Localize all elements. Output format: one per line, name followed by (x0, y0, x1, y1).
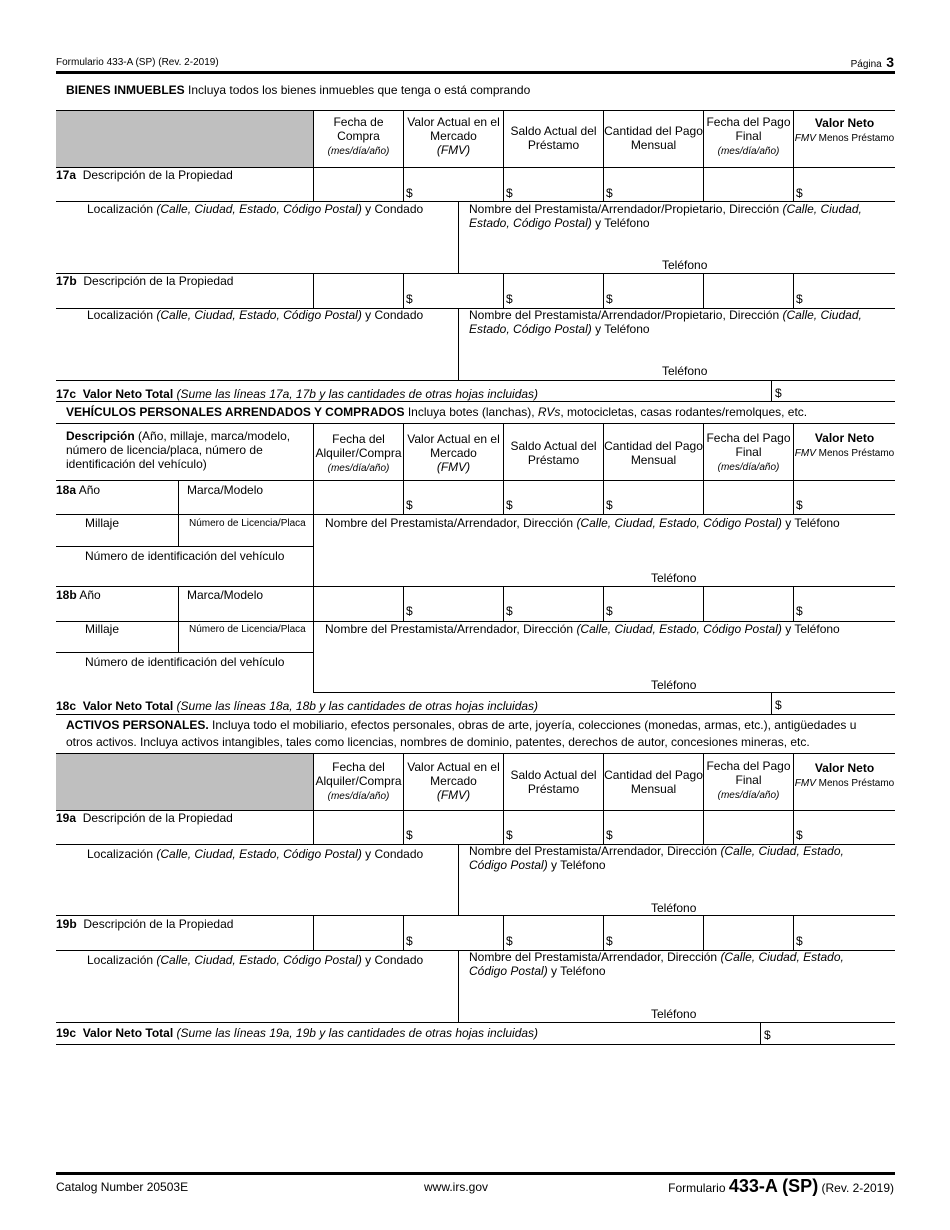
line-19a-label: 19a Descripción de la Propiedad (56, 811, 233, 825)
lender-label: Nombre del Prestamista/Arrendador, Dirección (Calle, Ciudad, Estado, Código Postal) y Teléfono (469, 950, 844, 978)
19c-total-input[interactable] (775, 1025, 894, 1042)
col-loan-balance: Saldo Actual del Préstamo (510, 439, 597, 467)
dollar-sign: $ (606, 186, 613, 200)
col-monthly-payment: Cantidad del Pago Mensual (604, 768, 703, 796)
catalog-number: Catalog Number 20503E (56, 1180, 189, 1194)
phone-label: Teléfono (651, 901, 697, 915)
dollar-sign: $ (796, 498, 803, 512)
dollar-sign: $ (796, 186, 803, 200)
col-fmv: Valor Actual en el Mercado (FMV) (407, 115, 500, 157)
dollar-sign: $ (406, 828, 413, 842)
personal-assets-description: otros activos. Incluya activos intangibles, tales como licencias, nombres de dominio, patentes, derechos de autor, concesiones mineras, etc. (66, 735, 810, 749)
col-monthly-payment: Cantidad del Pago Mensual (604, 439, 703, 467)
col-final-payment: Fecha del Pago Final (mes/día/año) (706, 115, 791, 157)
header-rule (56, 71, 895, 74)
col-equity: Valor Neto FMV Menos Préstamo (794, 116, 895, 144)
col-lease-date: Fecha del Alquiler/Compra (mes/día/año) (315, 760, 402, 802)
dollar-sign: $ (506, 498, 513, 512)
shaded-header-cell (56, 111, 313, 167)
license-label: Número de Licencia/Placa (189, 518, 306, 529)
line-17c-label: 17c Valor Neto Total (Sume las líneas 17a, 17b y las cantidades de otras hojas incluidas) (56, 387, 539, 401)
page-number: Página 3 (850, 54, 894, 70)
section-title-real-estate: BIENES INMUEBLES Incluya todos los bienes inmuebles que tenga o está comprando (66, 83, 531, 97)
section-title-personal-assets: ACTIVOS PERSONALES. Incluya todo el mobiliario, efectos personales, obras de arte, joyería, colecciones (monedas, armas, etc.), antigüedades u (66, 718, 857, 732)
17a-description-input[interactable] (58, 183, 311, 201)
dollar-sign: $ (796, 934, 803, 948)
dollar-sign: $ (764, 1028, 771, 1042)
dollar-sign: $ (606, 828, 613, 842)
col-final-payment: Fecha del Pago Final (mes/día/año) (706, 431, 791, 473)
dollar-sign: $ (796, 292, 803, 306)
dollar-sign: $ (796, 828, 803, 842)
col-lease-date: Fecha del Alquiler/Compra (mes/día/año) (315, 432, 402, 474)
dollar-sign: $ (506, 934, 513, 948)
mileage-label: Millaje (85, 622, 120, 636)
dollar-sign: $ (406, 934, 413, 948)
form-id-footer: Formulario 433-A (SP) (Rev. 2-2019) (668, 1176, 894, 1196)
phone-label: Teléfono (662, 364, 708, 378)
vehicle-description-header: Descripción (Año, millaje, marca/modelo, número de licencia/placa, número de identificación del vehículo) (66, 429, 291, 471)
location-label: Localización (Calle, Ciudad, Estado, Código Postal) y Condado (87, 202, 424, 216)
dollar-sign: $ (406, 292, 413, 306)
make-model-label: Marca/Modelo (187, 483, 264, 497)
col-equity: Valor Neto FMV Menos Préstamo (794, 431, 895, 459)
dollar-sign: $ (775, 698, 782, 712)
dollar-sign: $ (406, 498, 413, 512)
col-loan-balance: Saldo Actual del Préstamo (510, 768, 597, 796)
18c-total-input[interactable] (786, 695, 894, 712)
col-fmv: Valor Actual en el Mercado (FMV) (407, 432, 500, 474)
dollar-sign: $ (606, 604, 613, 618)
dollar-sign: $ (506, 604, 513, 618)
lender-label: Nombre del Prestamista/Arrendador/Propietario, Dirección (Calle, Ciudad, Estado, Código Postal) y Teléfono (469, 202, 862, 230)
col-loan-balance: Saldo Actual del Préstamo (510, 124, 597, 152)
make-model-label: Marca/Modelo (187, 588, 264, 602)
dollar-sign: $ (506, 828, 513, 842)
vehicle-lender-label: Nombre del Prestamista/Arrendador, Dirección (Calle, Ciudad, Estado, Código Postal) y Teléfono (325, 516, 840, 530)
line-17a-label: 17a Descripción de la Propiedad (56, 168, 233, 182)
shaded-header-cell (56, 754, 313, 810)
col-equity: Valor Neto FMV Menos Préstamo (794, 761, 895, 789)
col-monthly-payment: Cantidad del Pago Mensual (604, 124, 703, 152)
lender-label: Nombre del Prestamista/Arrendador/Propietario, Dirección (Calle, Ciudad, Estado, Código Postal) y Teléfono (469, 308, 862, 336)
dollar-sign: $ (606, 934, 613, 948)
line-18a-year: 18a Año (56, 483, 101, 497)
dollar-sign: $ (775, 386, 782, 400)
location-label: Localización (Calle, Ciudad, Estado, Código Postal) y Condado (87, 953, 424, 967)
vin-label: Número de identificación del vehículo (85, 655, 285, 669)
vehicle-lender-label: Nombre del Prestamista/Arrendador, Dirección (Calle, Ciudad, Estado, Código Postal) y Teléfono (325, 622, 840, 636)
section-title-vehicles: VEHÍCULOS PERSONALES ARRENDADOS Y COMPRADOS Incluya botes (lanchas), RVs, motocicletas, casas rodantes/remolques, etc. (66, 405, 808, 419)
phone-label: Teléfono (651, 1007, 697, 1021)
line-19b-label: 19b Descripción de la Propiedad (56, 917, 234, 931)
col-purchase-date: Fecha de Compra (mes/día/año) (327, 115, 390, 157)
form-id-header: Formulario 433-A (SP) (Rev. 2-2019) (56, 57, 219, 68)
dollar-sign: $ (606, 292, 613, 306)
dollar-sign: $ (406, 186, 413, 200)
line-19c-label: 19c Valor Neto Total (Sume las líneas 19a, 19b y las cantidades de otras hojas incluidas) (56, 1026, 539, 1040)
vin-label: Número de identificación del vehículo (85, 549, 285, 563)
phone-label: Teléfono (662, 258, 708, 272)
phone-label: Teléfono (651, 678, 697, 692)
line-18b-year: 18b Año (56, 588, 101, 602)
license-label: Número de Licencia/Placa (189, 624, 306, 635)
dollar-sign: $ (406, 604, 413, 618)
line-17b-label: 17b Descripción de la Propiedad (56, 274, 234, 288)
col-final-payment: Fecha del Pago Final (mes/día/año) (706, 759, 791, 801)
17c-total-input[interactable] (786, 383, 894, 400)
location-label: Localización (Calle, Ciudad, Estado, Código Postal) y Condado (87, 847, 424, 861)
irs-website: www.irs.gov (424, 1180, 489, 1194)
dollar-sign: $ (606, 498, 613, 512)
location-label: Localización (Calle, Ciudad, Estado, Código Postal) y Condado (87, 308, 424, 322)
dollar-sign: $ (506, 186, 513, 200)
footer-rule (56, 1172, 895, 1175)
line-18c-label: 18c Valor Neto Total (Sume las líneas 18a, 18b y las cantidades de otras hojas incluidas) (56, 699, 539, 713)
mileage-label: Millaje (85, 516, 120, 530)
dollar-sign: $ (796, 604, 803, 618)
col-fmv: Valor Actual en el Mercado (FMV) (407, 760, 500, 802)
phone-label: Teléfono (651, 571, 697, 585)
dollar-sign: $ (506, 292, 513, 306)
lender-label: Nombre del Prestamista/Arrendador, Dirección (Calle, Ciudad, Estado, Código Postal) y Teléfono (469, 844, 844, 872)
